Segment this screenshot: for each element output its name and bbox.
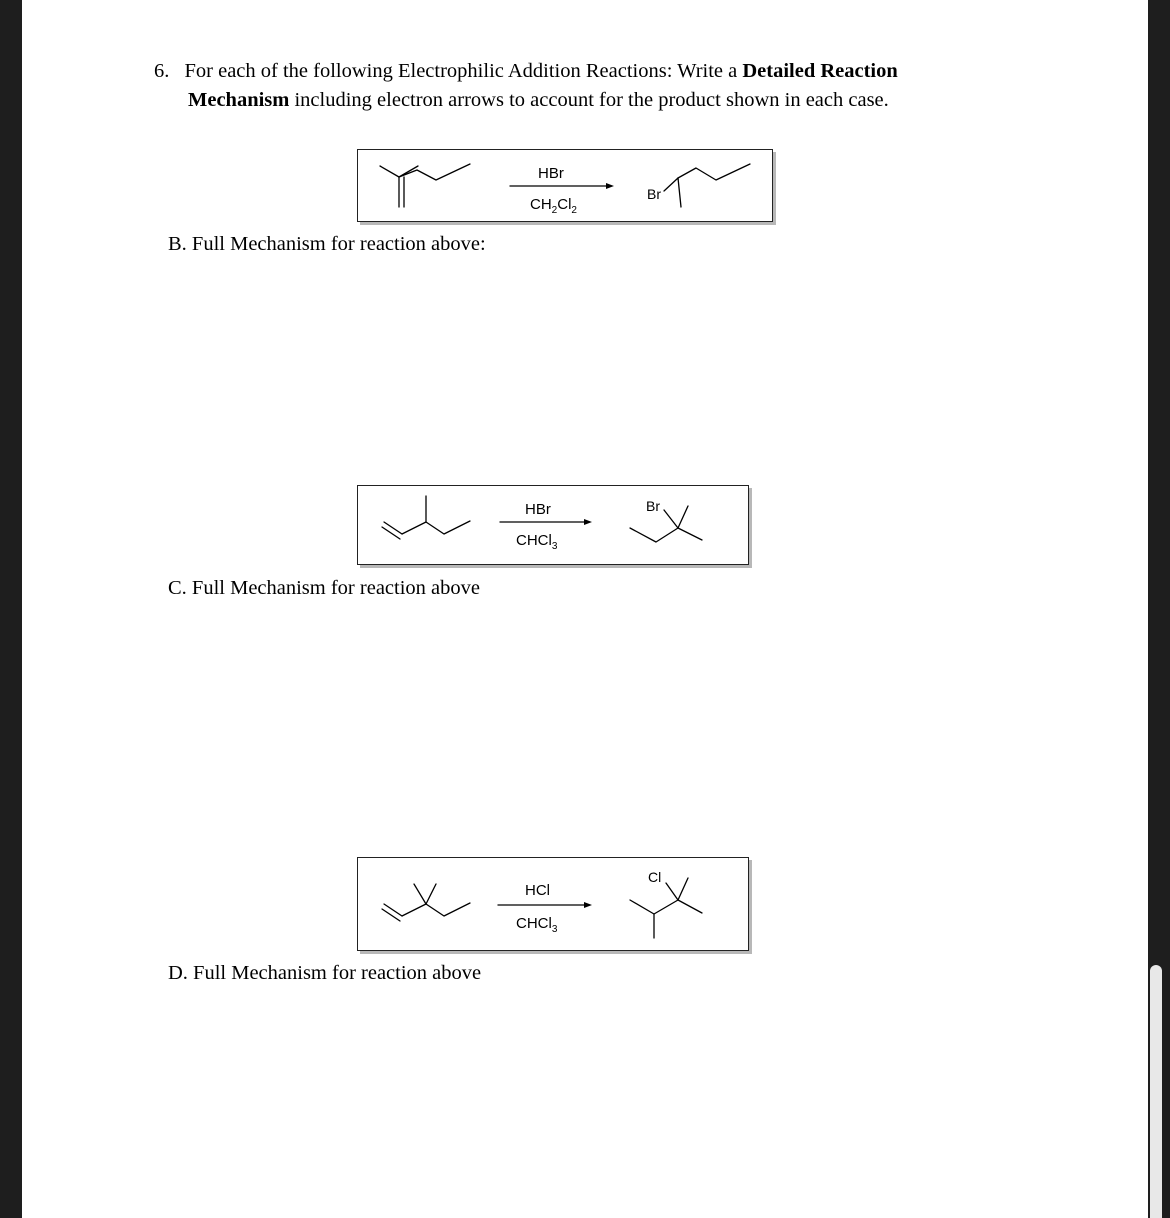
reaction-2-reagent: HBr xyxy=(525,501,551,518)
product-3-atom-label: Cl xyxy=(648,869,662,885)
question-text-prefix: For each of the following Electrophilic Addition Reactions: Write a xyxy=(184,60,743,82)
question-line-1 xyxy=(154,60,898,83)
scrollbar-thumb[interactable] xyxy=(1150,965,1162,1218)
reaction-3-arrowhead xyxy=(584,902,592,908)
reaction-box-1 xyxy=(357,149,773,222)
reaction-2-solvent: CHCl$_3$ xyxy=(516,532,558,552)
left-window-edge xyxy=(0,0,22,1218)
reaction-1-scheme xyxy=(358,150,772,221)
reaction-box-2 xyxy=(357,485,749,565)
question-bold-mechanism: Mechanism xyxy=(188,89,290,111)
reaction-2-arrowhead xyxy=(584,519,592,525)
product-1-atom-label: Br xyxy=(647,186,661,202)
section-b-label: B. Full Mechanism for reaction above: xyxy=(168,233,486,255)
product-1-structure xyxy=(647,164,750,207)
product-3-structure xyxy=(630,869,702,938)
question-line-2 xyxy=(188,89,889,112)
product-2-atom-label: Br xyxy=(646,498,660,514)
question-number: 6. xyxy=(154,60,170,82)
reaction-2-scheme xyxy=(358,486,748,564)
section-c-label: C. Full Mechanism for reaction above xyxy=(168,577,480,599)
reaction-box-3 xyxy=(357,857,749,951)
reactant-1-structure xyxy=(380,164,470,207)
reaction-3-scheme xyxy=(358,858,748,950)
reaction-1-solvent: $CH_2Cl_2$ xyxy=(530,196,577,216)
question-text-rest: including electron arrows to account for the product shown in each case. xyxy=(289,89,889,111)
reaction-3-reagent: HCl xyxy=(525,882,550,899)
section-d-label: D. Full Mechanism for reaction above xyxy=(168,962,482,984)
reactant-2-structure xyxy=(382,496,470,539)
reaction-1-reagent: HBr xyxy=(538,165,564,182)
product-2-structure xyxy=(630,498,702,542)
question-bold-detailed-reaction: Detailed Reaction xyxy=(742,60,898,82)
reaction-1-arrowhead xyxy=(606,183,614,189)
reactant-3-structure xyxy=(382,884,470,921)
reaction-3-solvent: CHCl$_3$ xyxy=(516,915,558,935)
